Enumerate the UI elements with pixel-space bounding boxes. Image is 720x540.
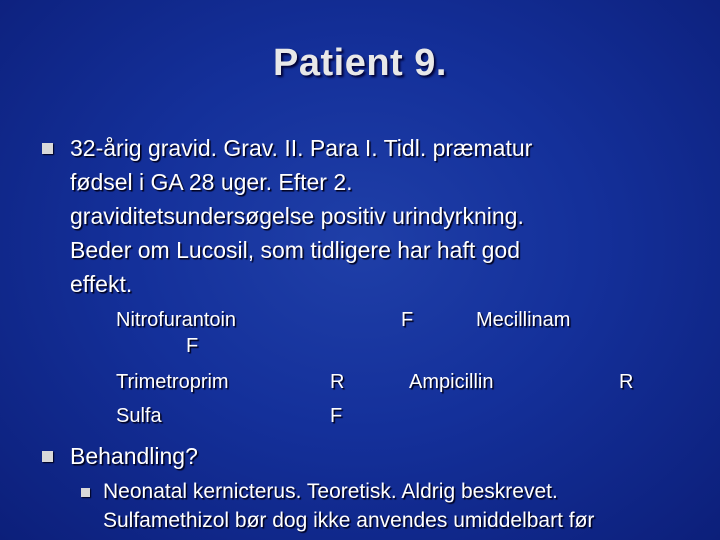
subbullet-marker: [81, 488, 90, 497]
bullet1-line-5: effekt.: [70, 271, 133, 297]
trimetroprim-result: R: [330, 371, 345, 393]
bullet1-line-2: fødsel i GA 28 uger. Efter 2.: [70, 169, 353, 195]
drug-sulfa: Sulfa: [116, 405, 162, 427]
bullet1-line-1: 32-årig gravid. Grav. II. Para I. Tidl. præmatur: [70, 135, 533, 161]
bullet1-line-4: Beder om Lucosil, som tidligere har haft god: [70, 237, 521, 263]
bullet1-line-3: graviditetsundersøgelse positiv urindyrkning.: [70, 203, 524, 229]
bullet2-text: Behandling?: [70, 443, 198, 469]
col-f-result: F: [401, 309, 414, 331]
drug-nitrofurantoin: Nitrofurantoin: [116, 309, 237, 331]
bullet-marker-2: [42, 451, 53, 462]
drug-mecillinam: Mecillinam: [476, 309, 571, 331]
slide-title: Patient 9.: [273, 42, 447, 84]
subbullet-line-2: Sulfamethizol bør dog ikke anvendes umiddelbart før: [103, 509, 595, 532]
nitrofurantoin-result: F: [186, 335, 199, 357]
bullet-marker-1: [42, 143, 53, 154]
ampicillin-result: R: [619, 371, 634, 393]
drug-trimetroprim: Trimetroprim: [116, 371, 229, 393]
drug-ampicillin: Ampicillin: [409, 371, 494, 393]
subbullet-line-1: Neonatal kernicterus. Teoretisk. Aldrig beskrevet.: [103, 480, 558, 503]
sulfa-result: F: [330, 405, 343, 427]
